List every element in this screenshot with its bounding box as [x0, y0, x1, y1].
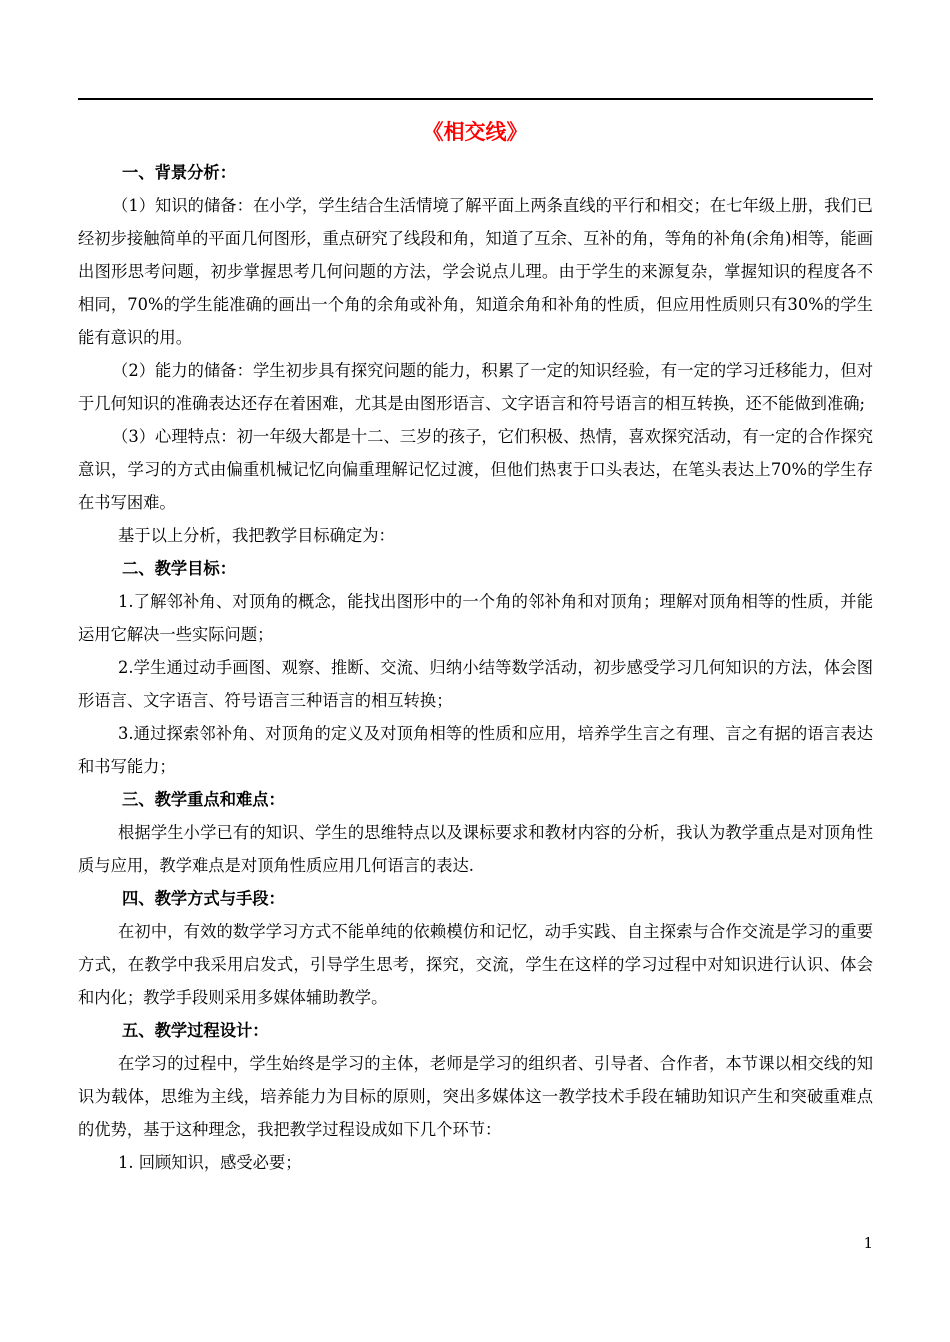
- section-heading-goals: 二、教学目标：: [122, 559, 236, 578]
- document-title: 《相交线》: [422, 120, 528, 144]
- paragraph-goal-intro: 基于以上分析，我把教学目标确定为：: [118, 526, 395, 545]
- section-heading-key-points: 三、教学重点和难点：: [122, 790, 285, 809]
- section-heading-process: 五、教学过程设计：: [122, 1021, 269, 1040]
- paragraph-key-points: 根据学生小学已有的知识、学生的思维特点以及课标要求和教材内容的分析，我认为教学重点是对顶角性质与应用，教学难点是对顶角性质应用几何语言的表达.: [78, 823, 873, 875]
- section-heading-methods: 四、教学方式与手段：: [122, 889, 285, 908]
- section-heading-background: 一、背景分析：: [122, 163, 236, 182]
- goal-item-3: 3.通过探索邻补角、对顶角的定义及对顶角相等的性质和应用，培养学生言之有理、言之有据的语言表达和书写能力；: [78, 724, 873, 776]
- paragraph-knowledge-reserve: （1）知识的储备：在小学，学生结合生活情境了解平面上两条直线的平行和相交；在七年级上册，我们已经初步接触简单的平面几何图形，重点研究了线段和角，知道了互余、互补的角，等角的补角(余角)相等，能画出图形思考问题，初步掌握思考几何问题的方法，学会说点儿理。由于学生的来源复杂，掌握知识的程度各不相同，70%的学生能准确的画出一个角的余角或补角，知道余角和补角的性质，但应用性质则只有30%的学生能有意识的用。: [78, 196, 873, 347]
- header-rule: [78, 98, 873, 100]
- paragraph-ability-reserve: （2）能力的储备：学生初步具有探究问题的能力，积累了一定的知识经验，有一定的学习迁移能力，但对于几何知识的准确表达还存在着困难，尤其是由图形语言、文字语言和符号语言的相互转换，还不能做到准确;: [78, 361, 873, 413]
- process-step-1: 1. 回顾知识，感受必要；: [118, 1153, 302, 1172]
- page-number: 1: [863, 1234, 873, 1252]
- paragraph-methods: 在初中，有效的数学学习方式不能单纯的依赖模仿和记忆，动手实践、自主探索与合作交流是学习的重要方式，在教学中我采用启发式，引导学生思考，探究，交流，学生在这样的学习过程中对知识进行认识、体会和内化；教学手段则采用多媒体辅助教学。: [78, 922, 873, 1007]
- goal-item-2: 2.学生通过动手画图、观察、推断、交流、归纳小结等数学活动，初步感受学习几何知识的方法，体会图形语言、文字语言、符号语言三种语言的相互转换；: [78, 658, 873, 710]
- goal-item-1: 1.了解邻补角、对顶角的概念，能找出图形中的一个角的邻补角和对顶角；理解对顶角相等的性质，并能运用它解决一些实际问题；: [78, 592, 873, 644]
- paragraph-psychology: （3）心理特点：初一年级大都是十二、三岁的孩子，它们积极、热情，喜欢探究活动，有一定的合作探究意识，学习的方式由偏重机械记忆向偏重理解记忆过渡，但他们热衷于口头表达，在笔头表达上70%的学生存在书写困难。: [78, 427, 873, 512]
- paragraph-process: 在学习的过程中，学生始终是学习的主体，老师是学习的组织者、引导者、合作者，本节课以相交线的知识为载体，思维为主线，培养能力为目标的原则，突出多媒体这一教学技术手段在辅助知识产生和突破重难点的优势，基于这种理念，我把教学过程设成如下几个环节：: [78, 1054, 873, 1139]
- document-body: [78, 156, 873, 1179]
